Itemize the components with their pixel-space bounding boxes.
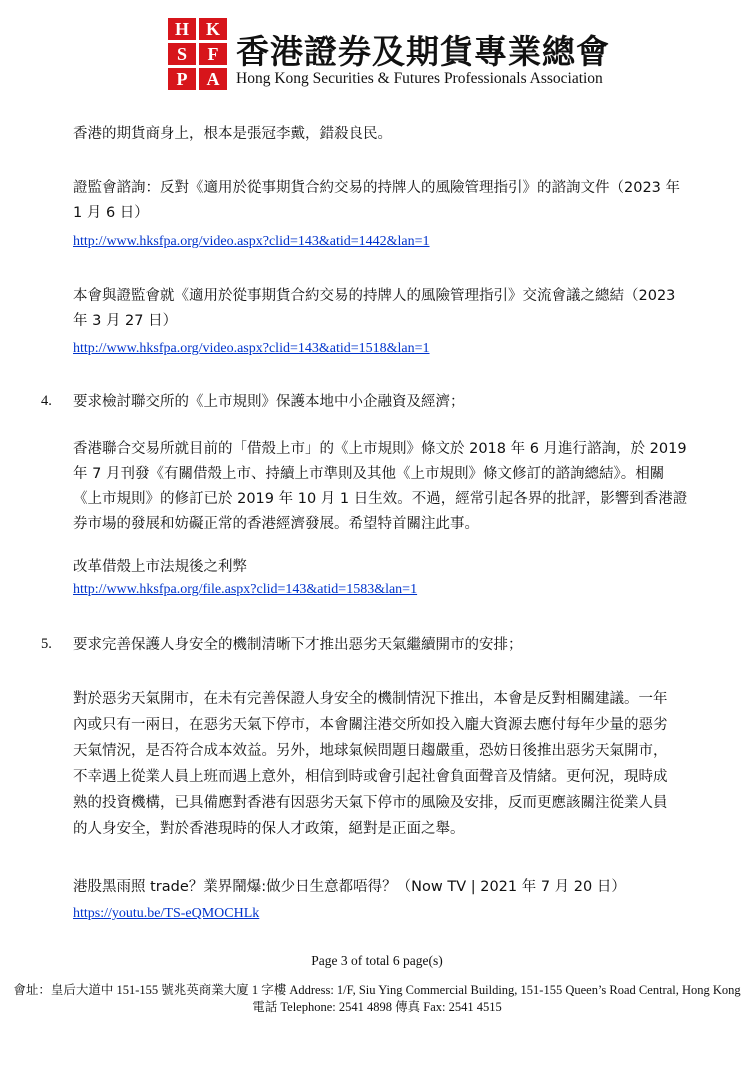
paragraph-line: 《上市規則》的修訂已於 2019 年 10 月 1 日生效。不過，經常引起各界的批評，影響到香港證 — [73, 491, 688, 507]
paragraph-line: 香港聯合交易所就目前的「借殼上市」的《上市規則》條文於 2018 年 6 月進行諮詢，於 2019 — [73, 441, 687, 457]
item-5-number: 5. — [41, 636, 52, 652]
paragraph-line: 的人身安全，對於香港現時的保人才政策，絕對是正面之舉。 — [73, 821, 465, 837]
item-4-reference-title: 改革借殼上市法規後之利弊 — [73, 559, 247, 575]
paragraph-line: 不幸遇上從業人員上班而遇上意外，相信到時或會引起社會負面聲音及情緒。更何況，現時成 — [73, 769, 668, 785]
footer-address: 會址：皇后大道中 151-155 號兆英商業大廈 1 字樓 Address: 1/F, Siu Ying Commercial Building, 151-155 Queen’s Road Central, Hong Kong — [13, 983, 741, 997]
reference-1-line: 證監會諮詢：反對《適用於從事期貨合約交易的持牌人的風險管理指引》的諮詢文件（2023 年 — [73, 180, 681, 196]
org-name-chinese: 香港證券及期貨專業總會 — [236, 32, 610, 71]
item-5-reference-title: 港股黑雨照 trade？業界鬧爆:做少日生意都唔得？（Now TV | 2021 年 7 月 20 日） — [73, 879, 626, 895]
paragraph-line: 天氣情況，是否符合成本效益。另外，地球氣候問題日趨嚴重，恐妨日後推出惡劣天氣開市， — [73, 743, 668, 759]
paragraph-line: 年 7 月刊發《有關借殼上市、持續上市準則及其他《上市規則》條文修訂的諮詢總結》。相關 — [73, 466, 665, 482]
paragraph-line: 熟的投資機構，已具備應對香港有因惡劣天氣下停市的風險及安排，反而更應該關注從業人員 — [73, 795, 668, 811]
logo-letter: H — [168, 18, 196, 40]
page-number: Page 3 of total 6 page(s) — [311, 953, 443, 968]
reference-1-link[interactable]: http://www.hksfpa.org/video.aspx?clid=143&atid=1442&lan=1 — [73, 234, 430, 249]
item-4-number: 4. — [41, 393, 52, 409]
logo-letter: S — [168, 43, 196, 65]
reference-1-line: 1 月 6 日） — [73, 205, 149, 221]
association-logo — [168, 18, 228, 92]
org-name-english: Hong Kong Securities & Futures Professionals Association — [236, 70, 603, 87]
item-5-paragraph — [73, 686, 715, 842]
reference-2-line: 本會與證監會就《適用於從事期貨合約交易的持牌人的風險管理指引》交流會議之總結（2023 — [73, 288, 676, 304]
logo-letter: P — [168, 68, 196, 90]
footer-contact — [0, 982, 754, 1016]
item-4-title: 要求檢討聯交所的《上市規則》保護本地中小企融資及經濟； — [73, 394, 465, 410]
paragraph-line: 對於惡劣天氣開市，在未有完善保證人身安全的機制情況下推出，本會是反對相關建議。一年 — [73, 691, 668, 707]
logo-letter: A — [199, 68, 227, 90]
item-4-reference-link[interactable]: http://www.hksfpa.org/file.aspx?clid=143&atid=1583&lan=1 — [73, 582, 418, 597]
item-4-paragraph — [73, 437, 715, 537]
logo-letter: F — [199, 43, 227, 65]
reference-2-link[interactable]: http://www.hksfpa.org/video.aspx?clid=143&atid=1518&lan=1 — [73, 341, 430, 356]
reference-2-line: 年 3 月 27 日） — [73, 313, 178, 329]
logo-letter: K — [199, 18, 227, 40]
item-5-title: 要求完善保護人身安全的機制清晰下才推出惡劣天氣繼續開市的安排； — [73, 637, 523, 653]
footer-phone-fax: 電話 Telephone: 2541 4898 傳真 Fax: 2541 4515 — [252, 1000, 502, 1014]
paragraph-line: 券市場的發展和妨礙正常的香港經濟發展。希望特首關注此事。 — [73, 516, 479, 532]
paragraph-line: 內或只有一兩日，在惡劣天氣下停市，本會關注港交所如投入龐大資源去應付每年少量的惡劣 — [73, 717, 668, 733]
reference-1-text — [73, 176, 715, 226]
intro-paragraph: 香港的期貨商身上，根本是張冠李戴，錯殺良民。 — [73, 126, 392, 142]
reference-2-text — [73, 284, 715, 334]
item-5-reference-link[interactable]: https://youtu.be/TS-eQMOCHLk — [73, 906, 260, 921]
